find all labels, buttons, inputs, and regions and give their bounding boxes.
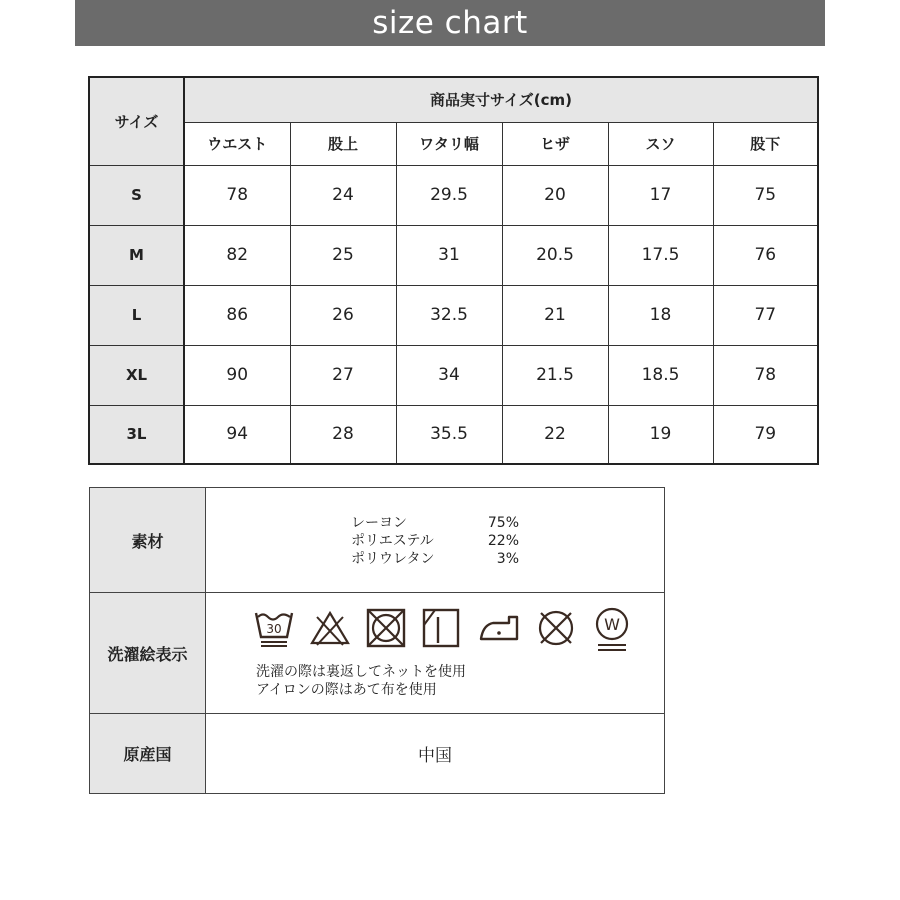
table-cell: 31: [396, 225, 502, 285]
table-cell: 90: [184, 345, 290, 405]
table-cell: 79: [713, 405, 818, 464]
origin-row: [90, 714, 665, 794]
table-row: [89, 165, 818, 225]
material-percent: 75%: [487, 514, 519, 531]
group-header: 商品実寸サイズ(cm): [184, 77, 818, 122]
material-percent: 22%: [487, 532, 519, 549]
table-cell: 20: [502, 165, 608, 225]
table-cell: 78: [184, 165, 290, 225]
table-cell: 35.5: [396, 405, 502, 464]
page-title: size chart: [372, 5, 528, 41]
no-bleach-icon: [309, 607, 351, 649]
product-info-table: [89, 487, 665, 794]
care-label: 洗濯絵表示: [90, 593, 206, 714]
care-cell: [206, 593, 665, 714]
material-row: [90, 488, 665, 593]
material-label: 素材: [90, 488, 206, 593]
table-cell: 26: [290, 285, 396, 345]
wash-temp-text: 30: [266, 622, 282, 636]
size-label: 3L: [89, 405, 184, 464]
material-percent: 3%: [496, 550, 519, 567]
no-tumble-dry-icon: [365, 607, 407, 649]
table-cell: 24: [290, 165, 396, 225]
material-cell: [206, 488, 665, 593]
table-cell: 21: [502, 285, 608, 345]
table-row: [89, 285, 818, 345]
table-cell: 32.5: [396, 285, 502, 345]
care-notes: [206, 663, 664, 699]
column-header: スソ: [608, 122, 713, 165]
size-label: XL: [89, 345, 184, 405]
wash-30-gentle-icon: [253, 607, 295, 649]
table-cell: 17: [608, 165, 713, 225]
origin-label: 原産国: [90, 714, 206, 794]
line-dry-shade-icon: [421, 607, 463, 649]
table-cell: 94: [184, 405, 290, 464]
origin-value: 中国: [206, 714, 665, 794]
table-cell: 18: [608, 285, 713, 345]
table-row: [89, 225, 818, 285]
column-header: 股上: [290, 122, 396, 165]
table-cell: 25: [290, 225, 396, 285]
wet-clean-gentle-icon: [591, 607, 633, 655]
column-header: ウエスト: [184, 122, 290, 165]
table-row: [89, 405, 818, 464]
table-cell: 29.5: [396, 165, 502, 225]
table-cell: 78: [713, 345, 818, 405]
size-header: サイズ: [89, 77, 184, 165]
table-cell: 76: [713, 225, 818, 285]
table-cell: 27: [290, 345, 396, 405]
size-label: S: [89, 165, 184, 225]
table-cell: 82: [184, 225, 290, 285]
column-header: ヒザ: [502, 122, 608, 165]
table-cell: 34: [396, 345, 502, 405]
table-cell: 28: [290, 405, 396, 464]
table-cell: 22: [502, 405, 608, 464]
no-dry-clean-icon: [535, 607, 577, 649]
table-cell: 77: [713, 285, 818, 345]
material-name: ポリエステル: [351, 532, 434, 549]
material-name: ポリウレタン: [351, 550, 435, 567]
table-cell: 18.5: [608, 345, 713, 405]
wet-clean-letter: W: [604, 615, 620, 634]
size-label: L: [89, 285, 184, 345]
table-cell: 21.5: [502, 345, 608, 405]
table-cell: 19: [608, 405, 713, 464]
table-row: [89, 345, 818, 405]
table-cell: 75: [713, 165, 818, 225]
care-note: アイロンの際はあて布を使用: [256, 682, 437, 698]
header-bar: [75, 0, 825, 46]
table-cell: 17.5: [608, 225, 713, 285]
size-table: [88, 76, 819, 465]
table-cell: 20.5: [502, 225, 608, 285]
table-cell: 86: [184, 285, 290, 345]
column-header: ワタリ幅: [396, 122, 502, 165]
column-header: 股下: [713, 122, 818, 165]
material-name: レーヨン: [351, 514, 407, 531]
material-list: [351, 514, 519, 568]
low-iron-icon: [477, 607, 521, 649]
care-row: [90, 593, 665, 714]
care-icons: [206, 607, 664, 655]
size-label: M: [89, 225, 184, 285]
care-note: 洗濯の際は裏返してネットを使用: [256, 664, 466, 680]
